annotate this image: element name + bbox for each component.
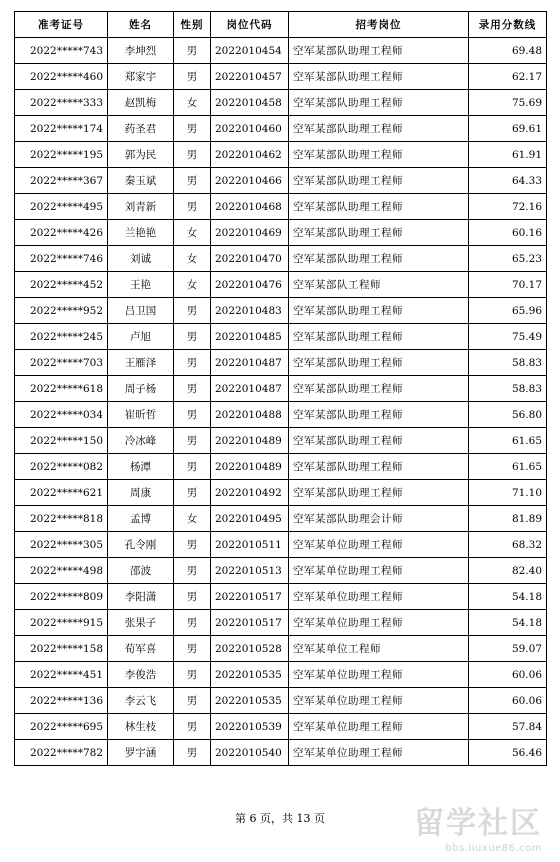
gender-cell: 男 xyxy=(174,142,211,168)
name-cell: 冷冰峰 xyxy=(108,428,174,454)
cutoff-score-cell: 58.83 xyxy=(469,350,547,376)
post-title-cell: 空军某单位助理工程师 xyxy=(289,740,469,766)
page-number: 第 6 页，共 13 页 xyxy=(235,812,325,825)
watermark-text: 留学社区 xyxy=(414,806,542,841)
gender-cell: 女 xyxy=(174,272,211,298)
gender-cell: 男 xyxy=(174,558,211,584)
table-row xyxy=(15,454,547,480)
gender-cell: 男 xyxy=(174,116,211,142)
exam-id-cell: 2022*****136 xyxy=(15,688,108,714)
post-title-cell: 空军某单位助理工程师 xyxy=(289,688,469,714)
post-code-cell: 2022010539 xyxy=(211,714,289,740)
name-cell: 药圣君 xyxy=(108,116,174,142)
gender-cell: 男 xyxy=(174,402,211,428)
post-title-cell: 空军某部队助理工程师 xyxy=(289,220,469,246)
table-row xyxy=(15,324,547,350)
cutoff-score-cell: 62.17 xyxy=(469,64,547,90)
post-code-cell: 2022010489 xyxy=(211,428,289,454)
table-row xyxy=(15,688,547,714)
table-row xyxy=(15,90,547,116)
post-title-cell: 空军某部队助理工程师 xyxy=(289,194,469,220)
name-cell: 崔昕哲 xyxy=(108,402,174,428)
post-title-cell: 空军某部队助理工程师 xyxy=(289,428,469,454)
post-title-cell: 空军某部队助理会计师 xyxy=(289,506,469,532)
exam-id-cell: 2022*****695 xyxy=(15,714,108,740)
header-cutoff-score: 录用分数线 xyxy=(469,12,547,38)
post-title-cell: 空军某部队助理工程师 xyxy=(289,116,469,142)
exam-id-cell: 2022*****150 xyxy=(15,428,108,454)
header-gender: 性别 xyxy=(174,12,211,38)
post-title-cell: 空军某部队助理工程师 xyxy=(289,298,469,324)
gender-cell: 女 xyxy=(174,220,211,246)
table-row xyxy=(15,480,547,506)
post-code-cell: 2022010460 xyxy=(211,116,289,142)
table-row xyxy=(15,558,547,584)
exam-id-cell: 2022*****621 xyxy=(15,480,108,506)
post-code-cell: 2022010511 xyxy=(211,532,289,558)
cutoff-score-cell: 68.32 xyxy=(469,532,547,558)
name-cell: 李坤烈 xyxy=(108,38,174,64)
table-row xyxy=(15,220,547,246)
post-title-cell: 空军某单位助理工程师 xyxy=(289,610,469,636)
cutoff-score-cell: 60.16 xyxy=(469,220,547,246)
post-code-cell: 2022010517 xyxy=(211,584,289,610)
gender-cell: 男 xyxy=(174,532,211,558)
gender-cell: 男 xyxy=(174,168,211,194)
gender-cell: 男 xyxy=(174,194,211,220)
post-code-cell: 2022010457 xyxy=(211,64,289,90)
name-cell: 孔令刚 xyxy=(108,532,174,558)
table-row xyxy=(15,142,547,168)
exam-id-cell: 2022*****703 xyxy=(15,350,108,376)
exam-id-cell: 2022*****426 xyxy=(15,220,108,246)
name-cell: 吕卫国 xyxy=(108,298,174,324)
post-code-cell: 2022010470 xyxy=(211,246,289,272)
exam-id-cell: 2022*****367 xyxy=(15,168,108,194)
name-cell: 周康 xyxy=(108,480,174,506)
post-title-cell: 空军某单位助理工程师 xyxy=(289,714,469,740)
name-cell: 李俊浩 xyxy=(108,662,174,688)
name-cell: 刘诚 xyxy=(108,246,174,272)
table-row xyxy=(15,428,547,454)
gender-cell: 男 xyxy=(174,38,211,64)
gender-cell: 男 xyxy=(174,454,211,480)
gender-cell: 女 xyxy=(174,506,211,532)
gender-cell: 男 xyxy=(174,714,211,740)
watermark-url: bbs.liuxue86.com xyxy=(445,843,542,854)
table-row xyxy=(15,194,547,220)
exam-id-cell: 2022*****333 xyxy=(15,90,108,116)
gender-cell: 男 xyxy=(174,662,211,688)
post-code-cell: 2022010458 xyxy=(211,90,289,116)
gender-cell: 女 xyxy=(174,246,211,272)
cutoff-score-cell: 60.06 xyxy=(469,662,547,688)
exam-id-cell: 2022*****809 xyxy=(15,584,108,610)
name-cell: 李云飞 xyxy=(108,688,174,714)
table-row xyxy=(15,506,547,532)
gender-cell: 男 xyxy=(174,324,211,350)
cutoff-score-cell: 65.96 xyxy=(469,298,547,324)
exam-id-cell: 2022*****305 xyxy=(15,532,108,558)
name-cell: 郭为民 xyxy=(108,142,174,168)
table-row xyxy=(15,298,547,324)
post-code-cell: 2022010488 xyxy=(211,402,289,428)
post-code-cell: 2022010487 xyxy=(211,350,289,376)
cutoff-score-cell: 54.18 xyxy=(469,610,547,636)
post-title-cell: 空军某单位助理工程师 xyxy=(289,584,469,610)
post-title-cell: 空军某单位工程师 xyxy=(289,636,469,662)
name-cell: 赵凯梅 xyxy=(108,90,174,116)
table-body xyxy=(15,38,547,766)
post-title-cell: 空军某部队助理工程师 xyxy=(289,350,469,376)
table-row xyxy=(15,610,547,636)
cutoff-score-cell: 58.83 xyxy=(469,376,547,402)
post-code-cell: 2022010483 xyxy=(211,298,289,324)
exam-id-cell: 2022*****818 xyxy=(15,506,108,532)
post-code-cell: 2022010487 xyxy=(211,376,289,402)
cutoff-score-cell: 75.69 xyxy=(469,90,547,116)
table-row xyxy=(15,38,547,64)
name-cell: 罗宇涵 xyxy=(108,740,174,766)
gender-cell: 男 xyxy=(174,64,211,90)
post-code-cell: 2022010466 xyxy=(211,168,289,194)
table-header-row xyxy=(15,12,547,38)
post-title-cell: 空军某部队助理工程师 xyxy=(289,376,469,402)
cutoff-score-cell: 70.17 xyxy=(469,272,547,298)
cutoff-score-cell: 56.80 xyxy=(469,402,547,428)
exam-id-cell: 2022*****195 xyxy=(15,142,108,168)
table-row xyxy=(15,740,547,766)
cutoff-score-cell: 56.46 xyxy=(469,740,547,766)
gender-cell: 男 xyxy=(174,350,211,376)
name-cell: 郑家宇 xyxy=(108,64,174,90)
name-cell: 林生枝 xyxy=(108,714,174,740)
name-cell: 兰艳艳 xyxy=(108,220,174,246)
post-code-cell: 2022010528 xyxy=(211,636,289,662)
cutoff-score-cell: 72.16 xyxy=(469,194,547,220)
table-row xyxy=(15,64,547,90)
cutoff-score-cell: 64.33 xyxy=(469,168,547,194)
exam-id-cell: 2022*****618 xyxy=(15,376,108,402)
post-title-cell: 空军某部队工程师 xyxy=(289,272,469,298)
post-title-cell: 空军某部队助理工程师 xyxy=(289,246,469,272)
exam-id-cell: 2022*****915 xyxy=(15,610,108,636)
exam-id-cell: 2022*****782 xyxy=(15,740,108,766)
post-code-cell: 2022010492 xyxy=(211,480,289,506)
exam-id-cell: 2022*****743 xyxy=(15,38,108,64)
header-post-code: 岗位代码 xyxy=(211,12,289,38)
name-cell: 刘青新 xyxy=(108,194,174,220)
post-code-cell: 2022010485 xyxy=(211,324,289,350)
exam-id-cell: 2022*****451 xyxy=(15,662,108,688)
table-row xyxy=(15,376,547,402)
cutoff-score-cell: 61.65 xyxy=(469,454,547,480)
post-code-cell: 2022010535 xyxy=(211,662,289,688)
cutoff-score-cell: 59.07 xyxy=(469,636,547,662)
table-row xyxy=(15,532,547,558)
name-cell: 张果子 xyxy=(108,610,174,636)
name-cell: 杨潭 xyxy=(108,454,174,480)
post-title-cell: 空军某部队助理工程师 xyxy=(289,480,469,506)
gender-cell: 男 xyxy=(174,584,211,610)
exam-id-cell: 2022*****245 xyxy=(15,324,108,350)
exam-id-cell: 2022*****082 xyxy=(15,454,108,480)
name-cell: 周子杨 xyxy=(108,376,174,402)
table-row xyxy=(15,350,547,376)
table-row xyxy=(15,116,547,142)
gender-cell: 男 xyxy=(174,480,211,506)
gender-cell: 男 xyxy=(174,688,211,714)
cutoff-score-cell: 81.89 xyxy=(469,506,547,532)
exam-id-cell: 2022*****746 xyxy=(15,246,108,272)
exam-id-cell: 2022*****174 xyxy=(15,116,108,142)
table-row xyxy=(15,246,547,272)
exam-id-cell: 2022*****952 xyxy=(15,298,108,324)
table-row xyxy=(15,636,547,662)
post-title-cell: 空军某单位助理工程师 xyxy=(289,532,469,558)
cutoff-score-cell: 82.40 xyxy=(469,558,547,584)
name-cell: 卢旭 xyxy=(108,324,174,350)
post-code-cell: 2022010489 xyxy=(211,454,289,480)
post-title-cell: 空军某部队助理工程师 xyxy=(289,142,469,168)
post-code-cell: 2022010535 xyxy=(211,688,289,714)
gender-cell: 男 xyxy=(174,636,211,662)
post-code-cell: 2022010476 xyxy=(211,272,289,298)
exam-id-cell: 2022*****460 xyxy=(15,64,108,90)
post-code-cell: 2022010540 xyxy=(211,740,289,766)
header-exam-id: 准考证号 xyxy=(15,12,108,38)
cutoff-score-cell: 69.48 xyxy=(469,38,547,64)
name-cell: 孟博 xyxy=(108,506,174,532)
gender-cell: 女 xyxy=(174,90,211,116)
post-code-cell: 2022010462 xyxy=(211,142,289,168)
post-code-cell: 2022010454 xyxy=(211,38,289,64)
header-name: 姓名 xyxy=(108,12,174,38)
post-code-cell: 2022010469 xyxy=(211,220,289,246)
exam-id-cell: 2022*****495 xyxy=(15,194,108,220)
post-title-cell: 空军某部队助理工程师 xyxy=(289,402,469,428)
post-title-cell: 空军某部队助理工程师 xyxy=(289,324,469,350)
cutoff-score-cell: 54.18 xyxy=(469,584,547,610)
table-row xyxy=(15,402,547,428)
table-row xyxy=(15,714,547,740)
gender-cell: 男 xyxy=(174,428,211,454)
exam-id-cell: 2022*****034 xyxy=(15,402,108,428)
gender-cell: 男 xyxy=(174,298,211,324)
name-cell: 邵波 xyxy=(108,558,174,584)
post-title-cell: 空军某部队助理工程师 xyxy=(289,38,469,64)
name-cell: 李阳潇 xyxy=(108,584,174,610)
post-code-cell: 2022010468 xyxy=(211,194,289,220)
post-title-cell: 空军某单位助理工程师 xyxy=(289,662,469,688)
table-row xyxy=(15,168,547,194)
cutoff-score-cell: 61.65 xyxy=(469,428,547,454)
cutoff-score-cell: 71.10 xyxy=(469,480,547,506)
name-cell: 荀军喜 xyxy=(108,636,174,662)
exam-id-cell: 2022*****158 xyxy=(15,636,108,662)
cutoff-score-cell: 60.06 xyxy=(469,688,547,714)
name-cell: 王雁泽 xyxy=(108,350,174,376)
post-code-cell: 2022010513 xyxy=(211,558,289,584)
gender-cell: 男 xyxy=(174,376,211,402)
cutoff-score-cell: 61.91 xyxy=(469,142,547,168)
exam-id-cell: 2022*****498 xyxy=(15,558,108,584)
gender-cell: 男 xyxy=(174,610,211,636)
table-row xyxy=(15,662,547,688)
name-cell: 王艳 xyxy=(108,272,174,298)
cutoff-score-cell: 57.84 xyxy=(469,714,547,740)
table-row xyxy=(15,584,547,610)
watermark-logo xyxy=(392,798,542,856)
exam-id-cell: 2022*****452 xyxy=(15,272,108,298)
post-code-cell: 2022010517 xyxy=(211,610,289,636)
post-title-cell: 空军某部队助理工程师 xyxy=(289,454,469,480)
post-title-cell: 空军某单位助理工程师 xyxy=(289,558,469,584)
post-code-cell: 2022010495 xyxy=(211,506,289,532)
table-row xyxy=(15,272,547,298)
header-post-title: 招考岗位 xyxy=(289,12,469,38)
cutoff-score-cell: 69.61 xyxy=(469,116,547,142)
post-title-cell: 空军某部队助理工程师 xyxy=(289,64,469,90)
cutoff-score-cell: 75.49 xyxy=(469,324,547,350)
post-title-cell: 空军某部队助理工程师 xyxy=(289,168,469,194)
score-table xyxy=(14,11,547,766)
gender-cell: 男 xyxy=(174,740,211,766)
name-cell: 秦玉斌 xyxy=(108,168,174,194)
cutoff-score-cell: 65.23 xyxy=(469,246,547,272)
post-title-cell: 空军某部队助理工程师 xyxy=(289,90,469,116)
